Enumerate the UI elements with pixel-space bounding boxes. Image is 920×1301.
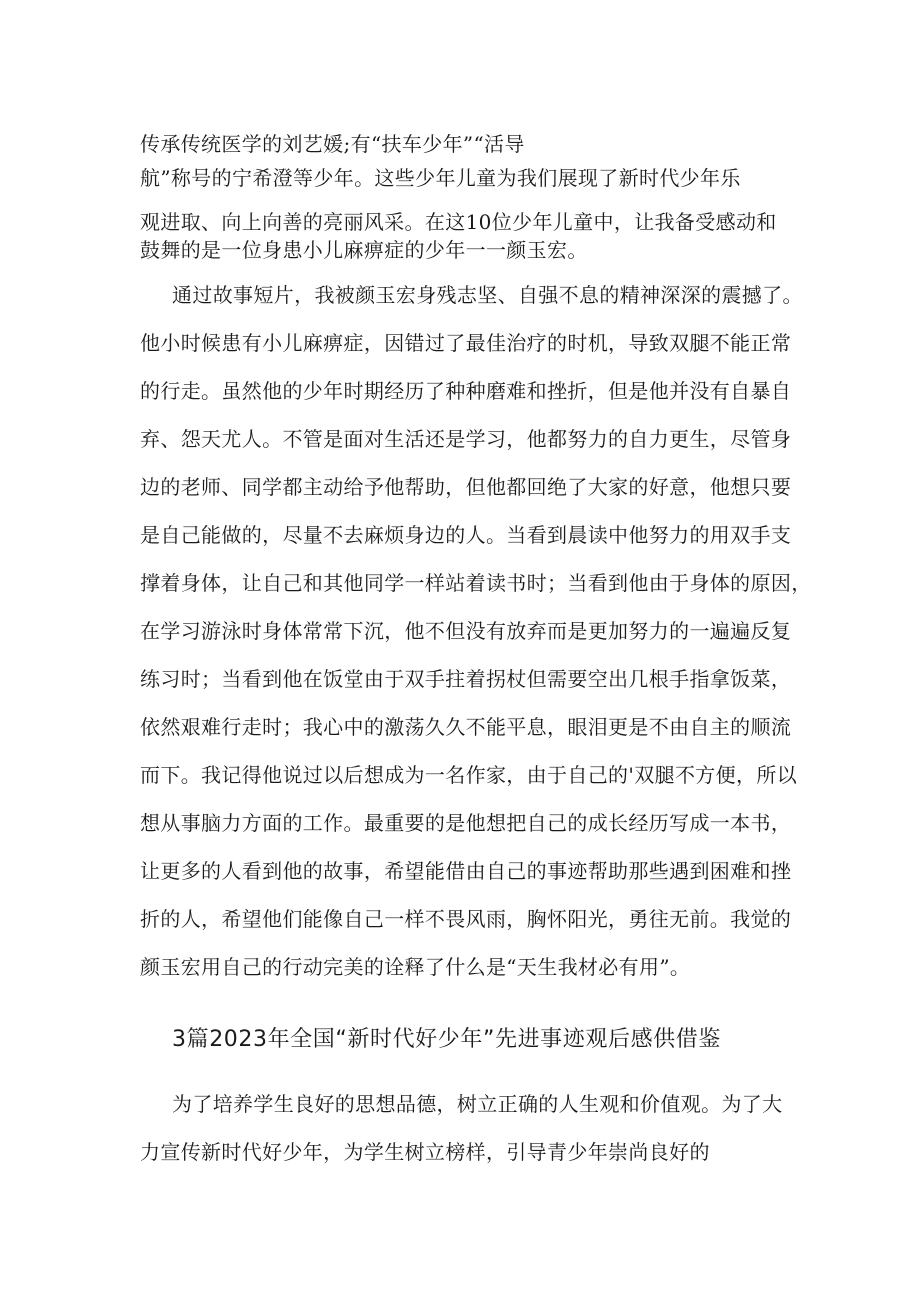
body-line: 而下。我记得他说过以后想成为一名作家，由于自己的'双腿不方便，所以 — [140, 763, 798, 787]
intro-line: 传承传统医学的刘艺媛;有“扶车少年”“活导 — [140, 132, 525, 156]
final-line: 力宣传新时代好少年，为学生树立榜样，引导青少年崇尚良好的 — [140, 1140, 710, 1164]
intro-line: 航”称号的宁希澄等少年。这些少年儿童为我们展现了新时代少年乐 — [140, 166, 741, 190]
body-line: 折的人，希望他们能像自己一样不畏风雨，胸怀阳光，勇往无前。我觉的 — [140, 907, 792, 931]
body-line: 让更多的人看到他的故事，希望能借由自己的事迹帮助那些遇到困难和挫 — [140, 859, 792, 883]
body-line: 的行走。虽然他的少年时期经历了种种磨难和挫折，但是他并没有自暴自 — [140, 379, 792, 403]
intro-line: 观进取、向上向善的亮丽风采。在这10位少年儿童中，让我备受感动和 — [140, 210, 777, 234]
intro-line: 鼓舞的是一位身患小儿麻痹症的少年一一颜玉宏。 — [140, 238, 588, 262]
body-line: 依然艰难行走时；我心中的激荡久久不能平息，眼泪更是不由自主的顺流 — [140, 715, 792, 739]
final-line: 为了培养学生良好的思想品德，树立正确的人生观和价值观。为了大 — [172, 1092, 783, 1116]
body-line: 通过故事短片，我被颜玉宏身残志坚、自强不息的精神深深的震撼了。 — [172, 283, 803, 307]
body-line: 在学习游泳时身体常常下沉，他不但没有放弃而是更加努力的一遍遍反复 — [140, 619, 792, 643]
body-line: 弃、怨天尤人。不管是面对生活还是学习，他都努力的自力更生，尽管身 — [140, 427, 792, 451]
body-line: 想从事脑力方面的工作。最重要的是他想把自己的成长经历写成一本书， — [140, 811, 792, 835]
body-line: 边的老师、同学都主动给予他帮助，但他都回绝了大家的好意，他想只要 — [140, 475, 792, 499]
body-line: 练习时；当看到他在饭堂由于双手拄着拐杖但需要空出几根手指拿饭菜， — [140, 667, 792, 691]
section-heading: 3篇2023年全国“新时代好少年”先进事迹观后感供借鉴 — [172, 1027, 721, 1052]
body-line: 他小时候患有小儿麻痹症，因错过了最佳治疗的时机，导致双腿不能正常 — [140, 331, 792, 355]
body-line: 是自己能做的，尽量不去麻烦身边的人。当看到晨读中他努力的用双手支 — [140, 523, 792, 547]
body-line: 撑着身体，让自己和其他同学一样站着读书时；当看到他由于身体的原因， — [140, 571, 812, 595]
body-line: 颜玉宏用自己的行动完美的诠释了什么是“天生我材必有用”。 — [140, 955, 691, 979]
